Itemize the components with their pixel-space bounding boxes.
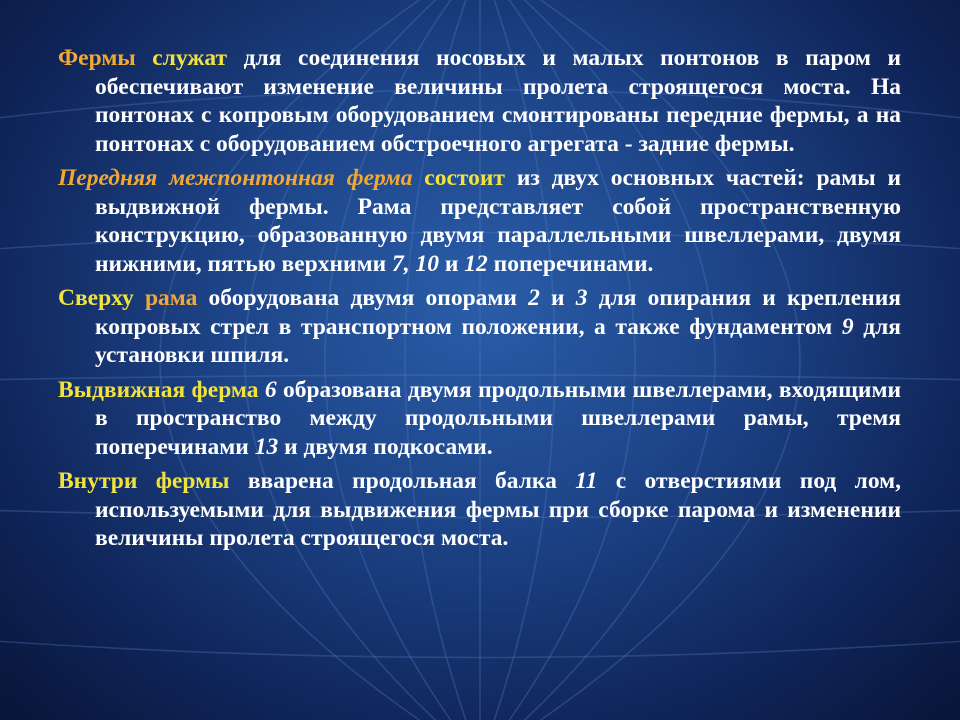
paragraph-5	[58, 467, 901, 553]
paragraph-3-segment: для установки шпиля.	[95, 313, 901, 368]
paragraph-3-segment: рама	[144, 285, 198, 311]
paragraph-2-segment: поперечинами.	[487, 250, 654, 277]
paragraph-3-segment: оборудована двумя опорами	[197, 285, 529, 311]
paragraph-5-segment: вварена продольная балка	[229, 468, 576, 494]
paragraph-3-segment: и	[539, 285, 576, 311]
paragraph-1-segment: служат	[152, 45, 228, 71]
paragraph-1-segment: для соединения носовых и малых понтонов в паром и обеспечивают изменение величины пролета строящегося моста. На понтонах с копровым оборудованием смонтированы передние фермы, а на понтонах с оборудованием обстроечного агрегата - задние фермы.	[95, 45, 901, 157]
paragraph-2-segment: Передняя межпонтонная ферма	[58, 165, 413, 191]
paragraph-3-segment: 3	[575, 285, 588, 311]
paragraph-3-segment: 9	[841, 313, 854, 340]
paragraph-2	[58, 164, 901, 278]
paragraph-4-segment: 13	[254, 433, 279, 460]
paragraph-2-segment: состоит	[424, 165, 505, 191]
paragraph-2-segment: и	[439, 250, 465, 277]
paragraph-3-segment: 2	[528, 285, 540, 311]
paragraph-2-segment	[412, 165, 424, 191]
paragraph-5-segment: Внутри фермы	[58, 468, 230, 494]
paragraph-5-segment: с отверстиями под лом, используемыми для выдвижения фермы при сборке парома и изменении величины пролета строящегося моста.	[95, 468, 901, 551]
paragraph-1-segment: Фермы	[58, 45, 153, 71]
paragraph-4-segment: и двумя подкосами.	[278, 433, 493, 460]
paragraph-1	[58, 44, 901, 158]
paragraph-4-segment: 6	[264, 376, 277, 403]
paragraph-3	[58, 284, 901, 370]
paragraph-2-segment: из двух основных частей: рамы и выдвижной фермы. Рама представляет собой пространственную конструкцию, образованную двумя параллельными швеллерами, двумя нижними, пятью верхними	[95, 165, 901, 277]
paragraph-2-segment: 7, 10	[392, 250, 439, 277]
paragraph-4-segment: Выдвижная ферма	[58, 376, 259, 403]
paragraph-3-segment: Сверху	[58, 285, 145, 311]
paragraph-4	[58, 376, 901, 462]
paragraph-3-segment: для опирания и крепления копровых стрел в транспортном положении, а также фундаментом	[95, 285, 901, 340]
slide-body	[58, 44, 901, 559]
paragraph-4-segment: образована двумя продольными швеллерами, входящими в пространство между продольными швеллерами рамы, тремя поперечинами	[95, 376, 901, 460]
paragraph-5-segment: 11	[575, 468, 598, 494]
paragraph-2-segment: 12	[464, 250, 488, 277]
